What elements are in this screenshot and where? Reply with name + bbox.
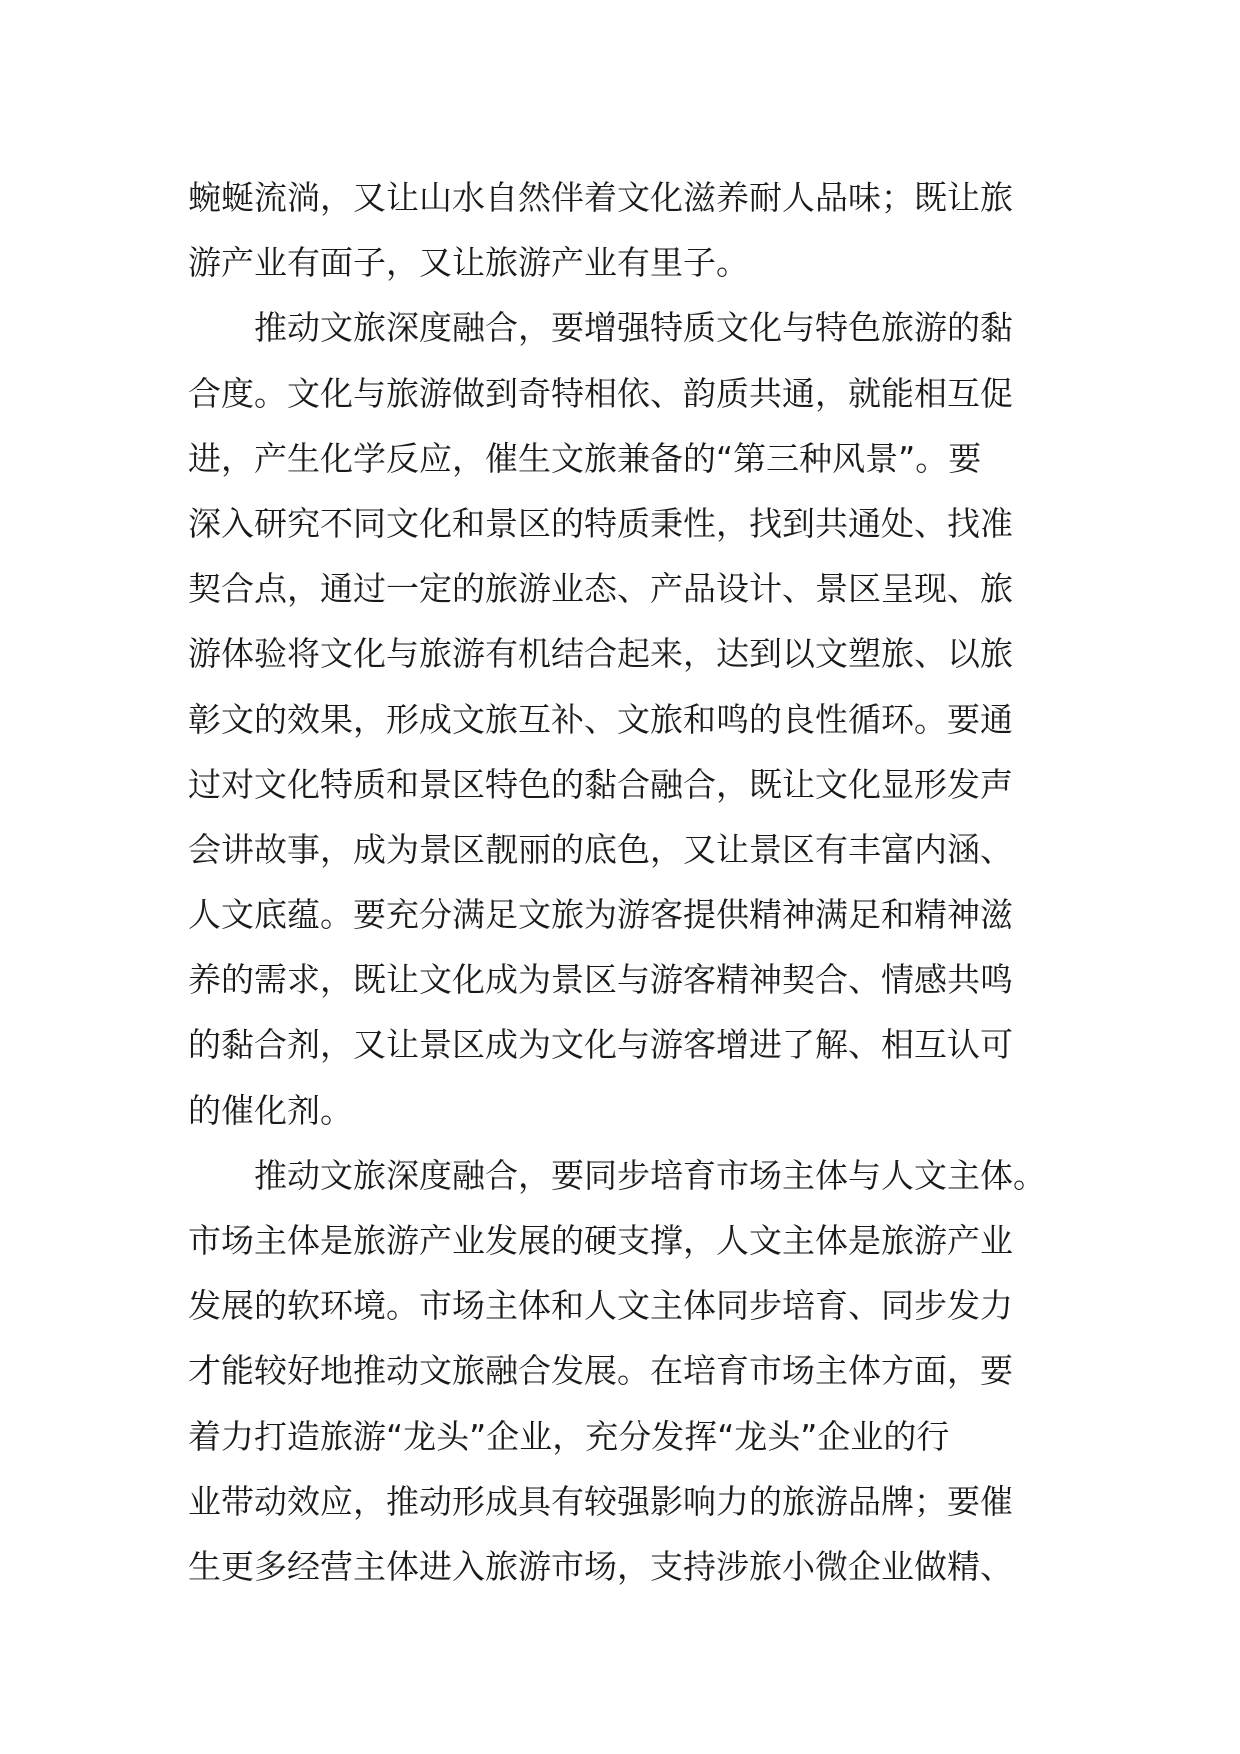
text-line: 会讲故事，成为景区靓丽的底色，又让景区有丰富内涵、 bbox=[188, 829, 1013, 869]
document-body bbox=[188, 165, 1068, 1599]
paragraph bbox=[188, 1143, 1068, 1599]
text-line: 养的需求，既让文化成为景区与游客精神契合、情感共鸣 bbox=[188, 960, 1013, 1000]
text-line: 发展的软环境。市场主体和人文主体同步培育、同步发力 bbox=[188, 1286, 1013, 1326]
text-line: 契合点，通过一定的旅游业态、产品设计、景区呈现、旅 bbox=[188, 569, 1013, 609]
text-line: 游体验将文化与旅游有机结合起来，达到以文塑旅、以旅 bbox=[188, 634, 1013, 674]
paragraph bbox=[188, 165, 1068, 295]
text-line: 彰文的效果，形成文旅互补、文旅和鸣的良性循环。要通 bbox=[188, 699, 1013, 739]
text-line: 业带动效应，推动形成具有较强影响力的旅游品牌；要催 bbox=[188, 1481, 1013, 1521]
text-line: 蜿蜒流淌，又让山水自然伴着文化滋养耐人品味；既让旅 bbox=[188, 178, 1013, 217]
text-line: 着力打造旅游“龙头”企业，充分发挥“龙头”企业的行 bbox=[188, 1416, 950, 1456]
text-line: 过对文化特质和景区特色的黏合融合，既让文化显形发声 bbox=[188, 764, 1013, 804]
text-line: 才能较好地推动文旅融合发展。在培育市场主体方面，要 bbox=[188, 1351, 1013, 1391]
text-line: 进，产生化学反应，催生文旅兼备的“第三种风景”。要 bbox=[188, 438, 982, 478]
text-line: 人文底蕴。要充分满足文旅为游客提供精神满足和精神滋 bbox=[188, 895, 1013, 935]
text-line: 深入研究不同文化和景区的特质秉性，找到共通处、找准 bbox=[188, 503, 1013, 543]
text-line: 推动文旅深度融合，要增强特质文化与特色旅游的黏 bbox=[254, 308, 1013, 348]
text-line: 的黏合剂，又让景区成为文化与游客增进了解、相互认可 bbox=[188, 1025, 1013, 1065]
text-line: 的催化剂。 bbox=[188, 1090, 353, 1130]
text-line: 游产业有面子，又让旅游产业有里子。 bbox=[188, 243, 749, 283]
paragraph bbox=[188, 295, 1068, 1142]
text-line: 推动文旅深度融合，要同步培育市场主体与人文主体。 bbox=[254, 1155, 1046, 1195]
text-line: 合度。文化与旅游做到奇特相依、韵质共通，就能相互促 bbox=[188, 373, 1013, 413]
text-line: 生更多经营主体进入旅游市场，支持涉旅小微企业做精、 bbox=[188, 1546, 1013, 1586]
text-line: 市场主体是旅游产业发展的硬支撑，人文主体是旅游产业 bbox=[188, 1221, 1013, 1260]
